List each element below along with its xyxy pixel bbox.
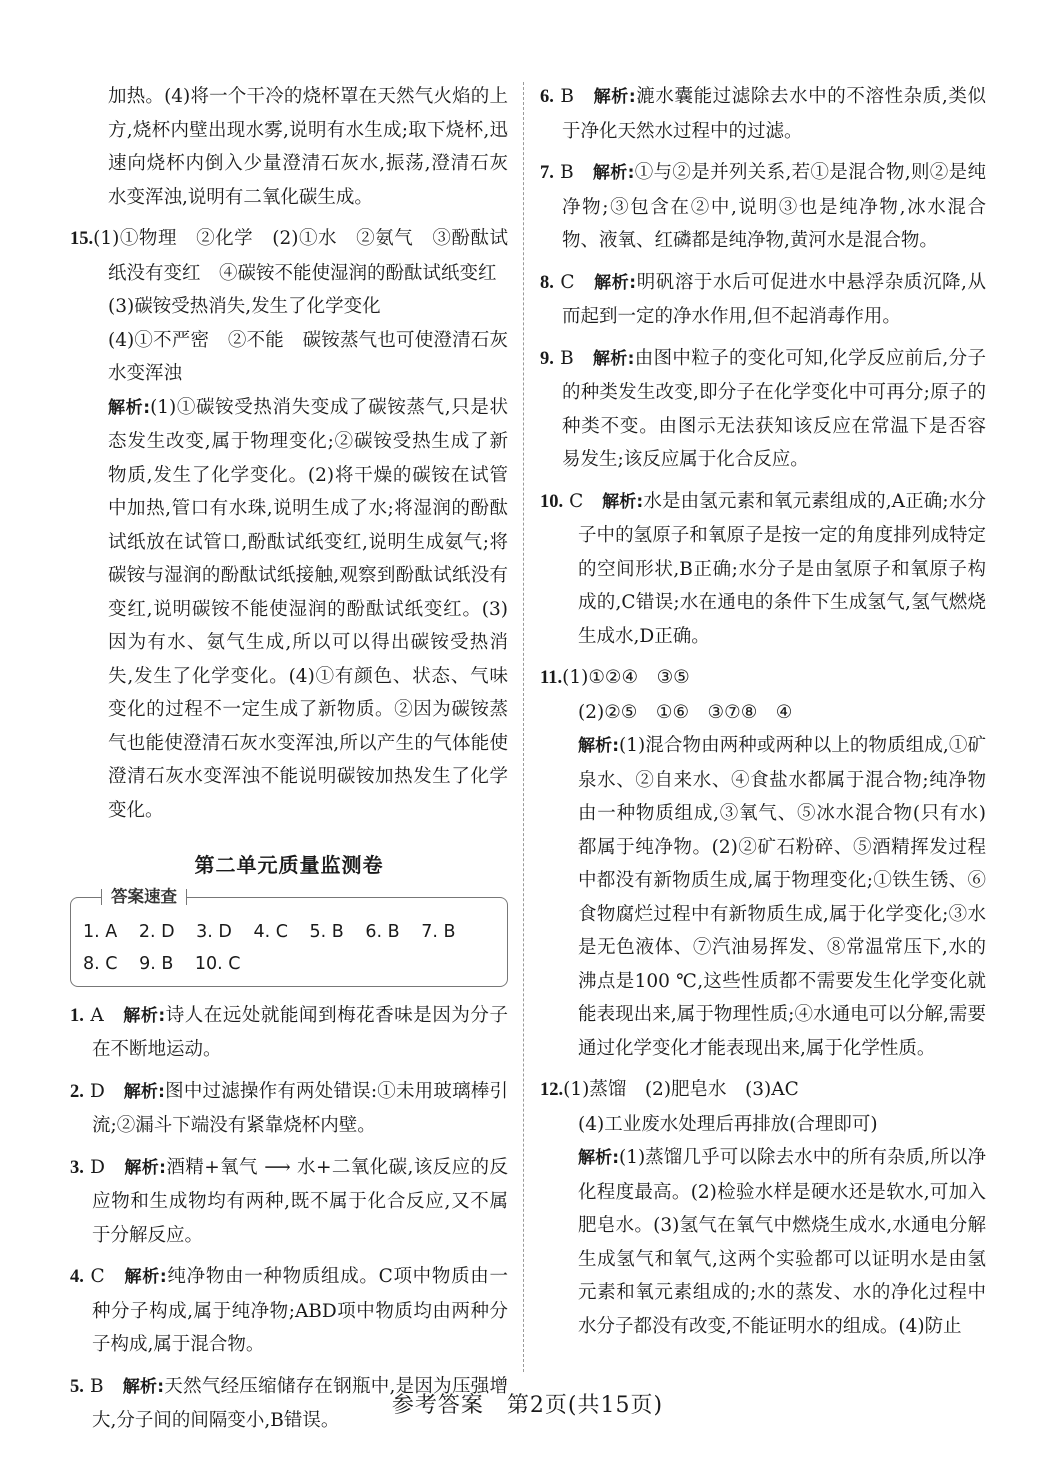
question-4: [70, 1260, 508, 1362]
quick-answer-title: 答案速查: [101, 885, 187, 909]
q14-continuation: 加热。(4)将一个干冷的烧杯罩在天然气火焰的上方,烧杯内壁出现水雾,说明有水生成;取下烧杯,迅速向烧杯内倒入少量澄清石灰水,振荡,澄清石灰水变浑浊,说明有二氧化碳生成。: [108, 86, 508, 208]
quick-answer-item: 7. B: [421, 921, 456, 942]
question-number: 12.: [540, 1080, 564, 1100]
analysis-text: 水是由氢元素和氧元素组成的,A正确;水分子中的氢原子和氧原子是按一定的角度排列成特定的空间形状,B正确;水分子是由氢原子和氧原子构成的,C错误;水在通电的条件下生成氢气,氢气燃烧生成水,D正确。: [578, 490, 986, 647]
quick-answer-item: 8. C: [83, 953, 118, 974]
answer-letter: B: [560, 86, 574, 107]
quick-answer-box: [70, 886, 508, 987]
question-number: 4.: [70, 1267, 84, 1287]
analysis-text: 纯净物由一种物质组成。C项中物质由一种分子构成,属于纯净物;ABD项中物质均由两种分子构成,属于混合物。: [92, 1266, 508, 1355]
column-divider: [523, 82, 524, 1372]
answer-text: (1)①物理 ②化学 (2)①水 ②氨气 ③酚酞试纸没有变红 ④碳铵不能使湿润的酚酞试纸变红: [93, 228, 508, 284]
question-number: 8.: [540, 272, 554, 293]
analysis-label: 解析:: [602, 491, 644, 512]
question-number: 2.: [70, 1081, 84, 1102]
analysis-text: ①与②是并列关系,若①是混合物,则②是纯净物;③包含在②中,说明③也是纯净物,冰水混合物、液氧、红磷都是纯净物,黄河水是混合物。: [562, 162, 986, 251]
analysis-label: 解析:: [578, 1148, 619, 1168]
left-column: [70, 80, 508, 1438]
quick-answer-item: 2. D: [138, 921, 175, 942]
answer-letter: C: [90, 1266, 105, 1287]
question-9: [540, 342, 986, 477]
analysis-text: 由图中粒子的变化可知,化学反应前后,分子的种类发生改变,即分子在化学变化中可再分;原子的种类不变。由图示无法获知该反应在常温下是否容易发生;该反应属于化合反应。: [562, 347, 986, 470]
quick-answer-item: 9. B: [139, 953, 174, 974]
question-3: [70, 1151, 508, 1253]
analysis-label: 解析:: [108, 397, 151, 418]
unit-title: 第二单元质量监测卷: [194, 853, 384, 877]
question-number: 11.: [540, 668, 563, 688]
quick-answer-item: 5. B: [309, 921, 344, 942]
question-11: [540, 661, 986, 1065]
analysis-label: 解析:: [592, 163, 635, 183]
analysis-label: 解析:: [578, 736, 619, 756]
analysis-label: 解析:: [593, 87, 636, 107]
answer-text: (4)工业废水处理后再排放(合理即可): [578, 1113, 878, 1135]
analysis-label: 解析:: [123, 1005, 166, 1026]
quick-answer-item: 4. C: [253, 921, 288, 942]
quick-answer-item: 10. C: [194, 953, 241, 974]
analysis-text: (1)混合物由两种或两种以上的物质组成,①矿泉水、②自来水、④食盐水都属于混合物;纯净物由一种物质组成,③氧气、⑤冰水混合物(只有水)都属于纯净物。(2)②矿石粉碎、⑤酒精挥发过程中都没有新物质生成,属于物理变化;①铁生锈、⑥食物腐烂过程中有新物质生成,属于化学变化;③水是无色液体、⑦汽油易挥发、⑧常温常压下,水的沸点是100 ℃,这些性质都不需要发生化学变化就能表现出来,属于物理性质;④水通电可以分解,需要通过化学变化才能表现出来,属于化学性质。: [578, 735, 986, 1059]
quick-answer-item: 1. A: [83, 921, 118, 942]
answer-text: (3)碳铵受热消失,发生了化学变化: [108, 296, 381, 317]
question-number: 6.: [540, 87, 554, 107]
question-number: 3.: [70, 1157, 84, 1178]
question-number: 1.: [70, 1005, 84, 1026]
answer-letter: D: [90, 1156, 106, 1178]
analysis-label: 解析:: [123, 1081, 165, 1102]
analysis-text: 诗人在远处就能闻到梅花香味是因为分子在不断地运动。: [92, 1004, 508, 1060]
analysis-text: (1)蒸馏几乎可以除去水中的所有杂质,所以净化程度最高。(2)检验水样是硬水还是软水,可加入肥皂水。(3)氢气在氧气中燃烧生成水,水通电分解生成氢气和氧气,这两个实验都可以证明水是由氢元素和氧元素组成的;水的蒸发、水的净化过程中水分子都没有改变,不能证明水的组成。(4)防止: [578, 1147, 986, 1337]
answer-letter: D: [89, 1080, 105, 1102]
question-number: 5.: [70, 1376, 84, 1397]
answer-text: (2)②⑤ ①⑥ ③⑦⑧ ④: [578, 701, 793, 723]
question-10: [540, 485, 986, 654]
analysis-label: 解析:: [122, 1376, 165, 1397]
quick-answer-item: 6. B: [365, 921, 400, 942]
question-number: 10.: [540, 491, 564, 512]
analysis-label: 解析:: [592, 348, 635, 369]
analysis-text: 图中过滤操作有两处错误:①未用玻璃棒引流;②漏斗下端没有紧靠烧杯内壁。: [92, 1080, 508, 1136]
answer-text: (1)蒸馏 (2)肥皂水 (3)AC: [563, 1079, 799, 1100]
question-2: [70, 1075, 508, 1143]
page-footer: 参考答案 第2页(共15页): [391, 1393, 664, 1418]
question-8: [540, 266, 986, 334]
analysis-text: 漉水囊能过滤除去水中的不溶性杂质,类似于净化天然水过程中的过滤。: [562, 86, 986, 142]
answer-letter: C: [560, 271, 575, 293]
answer-letter: C: [569, 490, 584, 512]
answer-text: (1)①②④ ③⑤: [562, 667, 690, 688]
question-number: 15.: [70, 229, 94, 249]
analysis-label: 解析:: [124, 1267, 167, 1287]
answer-letter: A: [90, 1004, 104, 1026]
analysis-text: (1)①碳铵受热消失变成了碳铵蒸气,只是状态发生改变,属于物理变化;②碳铵受热生成了新物质,发生了化学变化。(2)将干燥的碳铵在试管中加热,管口有水珠,说明生成了水;将湿润的酚酞试纸放在试管口,酚酞试纸变红,说明生成氨气;将碳铵与湿润的酚酞试纸接触,观察到酚酞试纸没有变红,说明碳铵不能使湿润的酚酞试纸变红。(3)因为有水、氨气生成,所以可以得出碳铵受热消失,发生了化学变化。(4)①有颜色、状态、气味变化的过程不一定生成了新物质。②因为碳铵蒸气也能使澄清石灰水变浑浊,所以产生的气体能使澄清石灰水变浑浊不能说明碳铵加热发生了化学变化。: [108, 396, 508, 821]
answer-letter: B: [560, 162, 574, 183]
question-number: 7.: [540, 163, 554, 183]
analysis-text: 酒精+氧气 ⟶ 水+二氧化碳,该反应的反应物和生成物均有两种,既不属于化合反应,又不属于分解反应。: [92, 1156, 508, 1246]
question-15: [70, 222, 508, 827]
analysis-text: 天然气经压缩储存在钢瓶中,是因为压强增大,分子间的间隔变小,B错误。: [92, 1375, 508, 1431]
analysis-label: 解析:: [124, 1157, 166, 1178]
answer-letter: B: [560, 347, 574, 369]
quick-answer-item: 3. D: [196, 921, 232, 942]
analysis-text: 明矾溶于水后可促进水中悬浮杂质沉降,从而起到一定的净水作用,但不起消毒作用。: [562, 271, 986, 327]
question-1: [70, 999, 508, 1067]
analysis-label: 解析:: [594, 272, 637, 293]
question-6: [540, 80, 986, 148]
question-number: 9.: [540, 348, 554, 369]
right-column: [540, 80, 986, 1343]
answer-letter: B: [90, 1375, 104, 1397]
question-7: [540, 156, 986, 258]
question-12: [540, 1073, 986, 1343]
answer-text: (4)①不严密 ②不能 碳铵蒸气也可使澄清石灰水变浑浊: [108, 329, 508, 384]
